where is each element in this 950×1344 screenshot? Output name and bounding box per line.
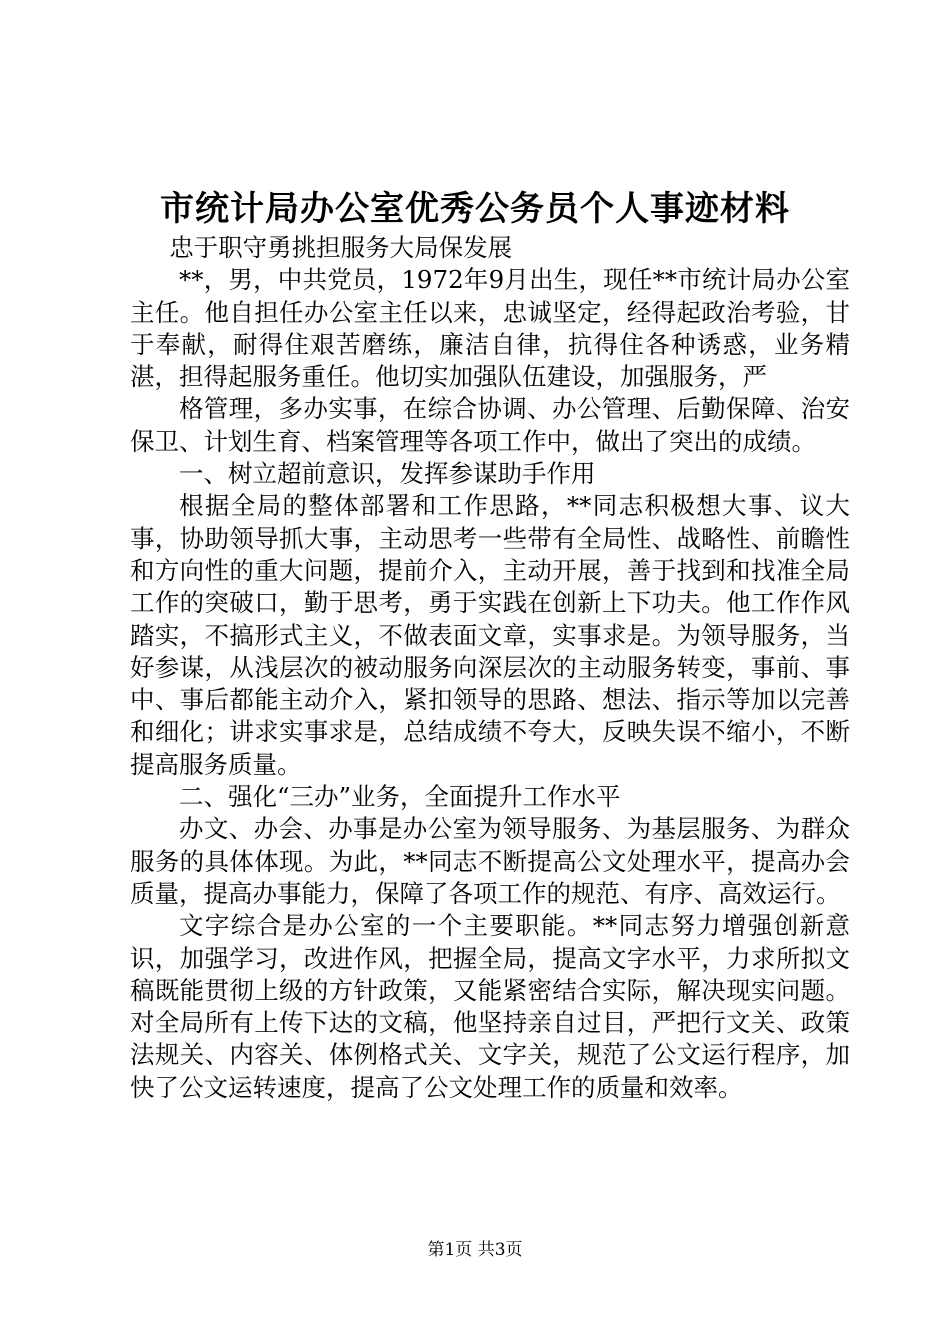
paragraph-intro-continued: 格管理，多办实事，在综合协调、办公管理、后勤保障、治安保卫、计划生育、档案管理等各项工作中，做出了突出的成绩。 (130, 394, 850, 456)
document-subtitle: 忠于职守勇挑担服务大局保发展 (169, 233, 513, 262)
document-title: 市统计局办公室优秀公务员个人事迹材料 (160, 189, 790, 229)
paragraph-section-2b: 文字综合是办公室的一个主要职能。**同志努力增强创新意识，加强学习，改进作风，把握全局，提高文字水平，力求所拟文稿既能贯彻上级的方针政策，又能紧密结合实际，解决现实问题。对全局所有上传下达的文稿，他坚持亲自过目，严把行文关、政策法规关、内容关、体例格式关、文字关，规范了公文运行程序，加快了公文运转速度，提高了公文处理工作的质量和效率。 (130, 911, 850, 1102)
section-heading-2: 二、强化“三办”业务，全面提升工作水平 (179, 782, 621, 812)
page-number-footer: 第1页 共3页 (427, 1240, 523, 1260)
paragraph-intro: **，男，中共党员，1972年9月出生，现任**市统计局办公室主任。他自担任办公室主任以来，忠诚坚定，经得起政治考验，甘于奉献，耐得住艰苦磨练，廉洁自律，抗得住各种诱惑，业务精湛，担得起服务重任。他切实加强队伍建设，加强服务，严 (130, 265, 850, 392)
document-body (130, 232, 850, 1104)
paragraph-section-1: 根据全局的整体部署和工作思路，**同志积极想大事、议大事，协助领导抓大事，主动思考一些带有全局性、战略性、前瞻性和方向性的重大问题，提前介入，主动开展，善于找到和找准全局工作的突破口，勤于思考，勇于实践在创新上下功夫。他工作作风踏实，不搞形式主义，不做表面文章，实事求是。为领导服务，当好参谋，从浅层次的被动服务向深层次的主动服务转变，事前、事中、事后都能主动介入，紧扣领导的思路、想法、指示等加以完善和细化；讲求实事求是，总结成绩不夸大，反映失误不缩小，不断提高服务质量。 (130, 491, 850, 779)
paragraph-section-2a: 办文、办会、办事是办公室为领导服务、为基层服务、为群众服务的具体体现。为此，**同志不断提高公文处理水平，提高办会质量，提高办事能力，保障了各项工作的规范、有序、高效运行。 (130, 814, 850, 908)
section-heading-1: 一、树立超前意识，发挥参谋助手作用 (179, 459, 596, 489)
